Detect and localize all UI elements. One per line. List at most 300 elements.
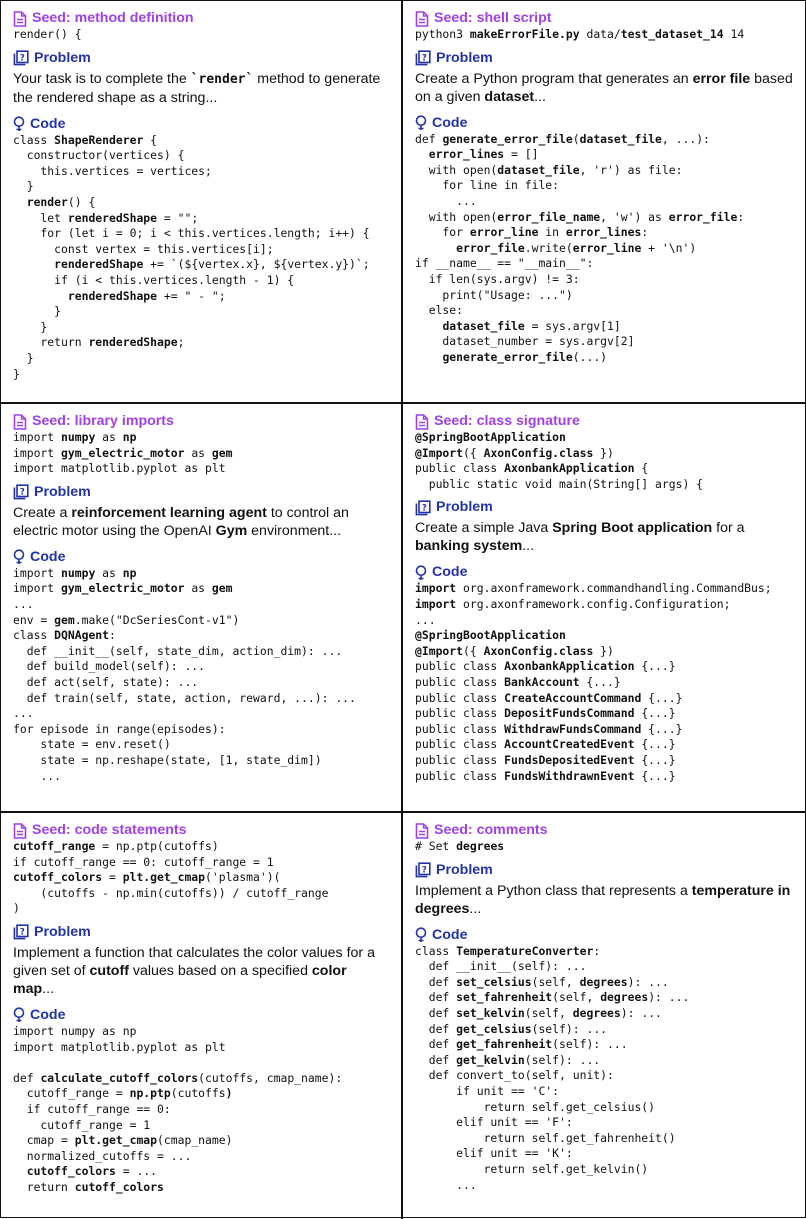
code-line — [13, 1024, 391, 1040]
text-run: Create a Python program that generates an — [415, 70, 693, 87]
code-line — [415, 1146, 795, 1162]
text-run — [415, 241, 456, 255]
bold-token: get_fahrenheit — [456, 1037, 553, 1052]
text-run: ... — [522, 538, 535, 555]
text-run: python3 — [415, 27, 470, 41]
bold-token: numpy — [61, 430, 96, 444]
code-line — [415, 288, 795, 304]
code-line — [13, 1055, 391, 1071]
code-line — [415, 225, 795, 241]
text-run — [13, 1164, 27, 1178]
bold-token: gem — [211, 445, 233, 460]
bold-token: degrees — [456, 839, 505, 853]
text-run: if unit == 'C': — [415, 1083, 560, 1098]
code-block — [13, 566, 391, 784]
text-run: constructor(vertices) { — [13, 148, 185, 163]
seed-code — [415, 27, 795, 43]
text-run: else: — [415, 303, 464, 318]
text-run: : — [737, 209, 745, 224]
text-run: { — [143, 132, 158, 147]
bold-token: gym_electric_motor — [61, 445, 185, 460]
text-run: in — [538, 225, 566, 240]
svg-text:?: ? — [421, 53, 427, 64]
problem-text — [13, 944, 391, 998]
text-run: dataset_number = sys.argv[2] — [415, 334, 635, 349]
text-run: as — [184, 581, 212, 596]
text-run: (self, — [531, 974, 580, 989]
text-run: : — [593, 943, 601, 958]
code-line — [13, 304, 391, 320]
problem-text — [415, 519, 795, 555]
bold-token: TemperatureConverter — [456, 943, 594, 958]
bold-token: color map — [13, 962, 347, 997]
text-run: env = — [13, 612, 55, 627]
text-run: ... — [415, 193, 477, 208]
panel-comments — [403, 813, 805, 1219]
bold-token: @Import — [415, 643, 464, 658]
bold-token: error_lines — [565, 225, 642, 240]
code-line — [13, 164, 391, 180]
code-line — [415, 430, 795, 446]
text-run: def — [415, 1037, 457, 1052]
code-line — [415, 319, 795, 335]
code-line — [415, 350, 795, 366]
code-line — [415, 959, 795, 975]
text-run: ): ... — [627, 974, 669, 989]
code-heading-label: Code — [432, 926, 468, 943]
seed-code — [415, 430, 795, 492]
code-line — [13, 769, 391, 785]
code-line — [415, 303, 795, 319]
text-run: import — [13, 445, 62, 460]
text-run: class — [13, 132, 55, 147]
code-line — [13, 597, 391, 613]
text-run: ... — [13, 706, 34, 721]
problem-heading — [13, 50, 391, 67]
text-run: , 'w') as — [600, 209, 669, 224]
code-line — [13, 461, 391, 477]
panel-method-definition — [1, 1, 403, 404]
code-line — [13, 737, 391, 753]
text-run: {...} — [634, 737, 676, 752]
text-run: def __init__(self, state_dim, action_dim): ... — [13, 643, 343, 658]
code-line — [13, 367, 391, 383]
text-run: def __init__(self): ... — [415, 959, 587, 974]
code-line — [13, 351, 391, 367]
problem-heading — [415, 862, 795, 879]
text-run: () { — [67, 194, 96, 209]
code-line — [13, 27, 391, 43]
bold-token: FundsDepositedEvent — [504, 752, 635, 767]
text-run: based on a given — [415, 70, 793, 105]
code-line — [415, 256, 795, 272]
bold-token: generate_error_file — [442, 349, 573, 364]
text-run: for (let i = 0; i < this.vertices.length; i++) { — [13, 226, 370, 241]
lightbulb-icon — [415, 927, 427, 943]
lightbulb-icon — [13, 1007, 25, 1023]
code-heading-label: Code — [30, 548, 66, 565]
text-run: import numpy as np — [13, 1023, 137, 1038]
seed-heading — [415, 10, 795, 27]
bold-token: gem — [54, 612, 75, 627]
code-line — [13, 870, 391, 886]
text-run: ) — [13, 901, 20, 916]
text-run: , 'r') as file: — [579, 162, 683, 177]
bold-token: AxonConfig.class — [483, 643, 594, 658]
text-run: (cutoffs - np.min(cutoffs)) / cutoff_range — [13, 885, 329, 900]
text-run: state = env.reset() — [13, 737, 171, 752]
seed-heading — [13, 822, 391, 839]
text-run: with open( — [415, 209, 498, 224]
code-line — [13, 1180, 391, 1196]
text-run: : — [109, 628, 116, 643]
bold-token: AccountCreatedEvent — [504, 737, 635, 752]
code-heading-label: Code — [30, 115, 66, 132]
bold-token: error file — [692, 70, 751, 87]
code-line — [13, 148, 391, 164]
code-line — [13, 691, 391, 707]
code-line — [415, 461, 795, 477]
bold-token: cutoff — [89, 962, 129, 979]
bold-token: reinforcement learning agent — [71, 504, 267, 521]
code-line — [13, 1102, 391, 1118]
text-run — [13, 289, 68, 303]
text-run: : — [641, 225, 649, 240]
code-line — [13, 1164, 391, 1180]
seed-label: Seed: shell script — [434, 10, 552, 26]
text-run: }) — [593, 643, 614, 658]
lightbulb-icon — [415, 565, 427, 581]
text-run: return self.get_fahrenheit() — [415, 1130, 676, 1145]
problem-book-icon — [13, 924, 29, 940]
bold-token: set_kelvin — [456, 1005, 525, 1020]
panel-code-statements — [1, 813, 403, 1219]
code-line — [13, 753, 391, 769]
text-run: (cutoffs, cmap_name): — [198, 1070, 343, 1085]
text-run — [415, 319, 442, 333]
bold-token: np — [122, 565, 137, 580]
text-run: 14 — [723, 27, 745, 41]
document-icon — [415, 823, 429, 839]
bold-token: renderedShape — [67, 288, 158, 303]
bold-token: degrees — [572, 1005, 621, 1020]
bold-token: error_lines — [428, 147, 505, 162]
bold-token: dataset_file — [497, 162, 580, 177]
code-line — [415, 975, 795, 991]
seed-heading — [415, 413, 795, 430]
document-icon — [13, 823, 27, 839]
document-icon — [13, 414, 27, 430]
text-run: public class — [415, 737, 505, 752]
text-run — [13, 195, 27, 209]
bold-token: makeErrorFile.py — [469, 27, 580, 41]
problem-book-icon — [13, 50, 29, 66]
code-line — [13, 659, 391, 675]
code-line — [415, 241, 795, 257]
code-heading-label: Code — [30, 1006, 66, 1023]
text-run: def — [13, 1070, 41, 1085]
text-run: if cutoff_range == 0: cutoff_range = 1 — [13, 854, 274, 869]
bold-token: error_file_name — [497, 209, 601, 224]
problem-heading — [415, 499, 795, 516]
text-run: Implement a Python class that represents a — [415, 882, 692, 899]
code-line — [415, 178, 795, 194]
code-line — [13, 1149, 391, 1165]
text-run: ({ — [463, 445, 484, 460]
text-run: for line in file: — [415, 178, 560, 193]
text-run: {...} — [641, 721, 683, 736]
code-line — [415, 194, 795, 210]
bold-token: banking system — [415, 538, 523, 555]
code-line — [415, 477, 795, 493]
text-run: import — [13, 430, 62, 444]
code-heading — [13, 116, 391, 133]
code-line — [13, 179, 391, 195]
text-run: return self.get_celsius() — [415, 1099, 656, 1114]
text-run: += " - "; — [157, 288, 226, 303]
code-line — [415, 597, 795, 613]
text-run: def — [415, 990, 457, 1005]
bold-token: numpy — [61, 565, 96, 580]
text-run: ; — [177, 335, 185, 350]
text-run: } — [13, 366, 20, 381]
bold-token: error_file — [668, 209, 738, 224]
code-line — [13, 430, 391, 446]
text-run: public class — [415, 690, 505, 705]
bold-token: np — [122, 430, 137, 444]
text-run: if __name__ == "__main__": — [415, 256, 594, 271]
problem-book-icon — [415, 50, 431, 66]
bold-token: cutoff_colors — [13, 870, 103, 885]
seed-label: Seed: method definition — [32, 10, 194, 26]
code-block — [415, 132, 795, 366]
text-run: let — [13, 210, 68, 225]
text-run: to control an electric motor using the OpenAI — [13, 504, 349, 539]
code-heading — [13, 1007, 391, 1024]
code-line — [415, 272, 795, 288]
text-run: return — [13, 335, 89, 350]
text-run: = ... — [115, 1164, 158, 1179]
code-line — [415, 613, 795, 629]
text-run: public class — [415, 461, 505, 476]
problem-heading-label: Problem — [34, 923, 91, 940]
text-run: const vertex = this.vertices[i]; — [13, 241, 274, 256]
svg-text:?: ? — [19, 487, 25, 498]
text-run: class — [13, 628, 55, 643]
text-run: ... — [534, 88, 546, 105]
code-line — [13, 211, 391, 227]
text-run: ({ — [463, 643, 484, 658]
code-line — [13, 675, 391, 691]
code-line — [13, 839, 391, 855]
text-run: as — [95, 565, 123, 580]
svg-text:?: ? — [19, 53, 25, 64]
bold-token: WithdrawFundsCommand — [504, 721, 642, 736]
inline-code: `render` — [190, 71, 254, 87]
bold-token: set_celsius — [456, 974, 532, 989]
text-run: def — [415, 1005, 457, 1020]
text-run: ... — [469, 900, 482, 917]
panel-library-imports — [1, 404, 403, 813]
code-line — [13, 1071, 391, 1087]
text-run — [415, 147, 429, 161]
code-line — [415, 1037, 795, 1053]
code-heading-label: Code — [432, 564, 468, 581]
code-line — [13, 566, 391, 582]
bold-token: set_fahrenheit — [456, 990, 553, 1005]
text-run: import — [13, 565, 62, 580]
text-run: if cutoff_range == 0: — [13, 1101, 171, 1116]
code-line — [415, 737, 795, 753]
bold-token: get_celsius — [456, 1021, 532, 1036]
code-line — [415, 147, 795, 163]
text-run: if len(sys.argv) != 3: — [415, 271, 580, 286]
text-run: cutoff_range = — [13, 1086, 130, 1101]
bold-token: dataset — [484, 88, 535, 105]
text-run: = np.ptp(cutoffs) — [95, 839, 219, 853]
bold-token: @SpringBootApplication — [415, 430, 566, 444]
text-run: as — [184, 445, 212, 460]
text-run: ('plasma')( — [205, 870, 281, 885]
code-line — [13, 722, 391, 738]
svg-text:?: ? — [421, 865, 427, 876]
text-run: (cmap_name) — [157, 1133, 233, 1148]
text-run: ... — [13, 596, 34, 611]
bold-token: calculate_cutoff_colors — [40, 1070, 199, 1085]
code-line — [13, 289, 391, 305]
code-line — [415, 675, 795, 691]
code-line — [415, 691, 795, 707]
bold-token: FundsWithdrawnEvent — [504, 768, 635, 783]
bold-token: get_kelvin — [456, 1052, 525, 1067]
bold-token: plt.get_cmap — [122, 870, 206, 885]
text-run: def — [415, 1052, 457, 1067]
seed-label: Seed: library imports — [32, 413, 174, 429]
bold-token: ) — [225, 1086, 233, 1101]
code-line — [415, 944, 795, 960]
text-run: public class — [415, 721, 505, 736]
problem-text — [415, 70, 795, 106]
bold-token: Gym — [215, 522, 248, 539]
bold-token: renderedShape — [88, 335, 178, 350]
text-run: public class — [415, 659, 505, 674]
text-run: environment... — [247, 522, 342, 539]
problem-heading-label: Problem — [436, 861, 493, 878]
svg-text:?: ? — [19, 927, 25, 938]
problem-heading — [415, 50, 795, 67]
bold-token: error_line — [469, 225, 539, 240]
text-run: += `(${vertex.x}, ${vertex.y})`; — [143, 257, 370, 272]
problem-heading-label: Problem — [436, 49, 493, 66]
text-run: {...} — [579, 674, 621, 689]
bold-token: error_line — [572, 240, 642, 255]
bold-token: import — [415, 581, 457, 596]
bold-token: dataset_file — [442, 318, 525, 333]
bold-token: CreateAccountCommand — [504, 690, 642, 705]
code-line — [415, 1162, 795, 1178]
bold-token: np.ptp — [129, 1086, 171, 1101]
problem-text — [415, 882, 795, 918]
lightbulb-icon — [13, 116, 25, 132]
text-run: elif unit == 'F': — [415, 1115, 573, 1130]
text-run: ): ... — [648, 990, 690, 1005]
text-run: (self): ... — [531, 1021, 608, 1036]
text-run: as — [95, 430, 123, 444]
code-line — [415, 659, 795, 675]
code-line — [13, 195, 391, 211]
text-run: print("Usage: ...") — [415, 287, 573, 302]
svg-text:?: ? — [421, 503, 427, 514]
bold-token: generate_error_file — [442, 131, 573, 146]
text-run: for a — [712, 520, 745, 537]
text-run: Create a simple Java — [415, 520, 553, 537]
text-run: Your task is to complete the — [13, 70, 191, 87]
code-heading — [13, 549, 391, 566]
bold-token: Spring Boot application — [552, 520, 713, 537]
code-block — [415, 944, 795, 1194]
code-heading — [415, 927, 795, 944]
bold-token: AxonbankApplication — [504, 659, 635, 674]
text-run: ( — [572, 131, 580, 146]
text-run: import matplotlib.pyplot as plt — [13, 461, 226, 476]
code-line — [415, 132, 795, 148]
text-run: {...} — [634, 706, 676, 721]
seed-heading — [415, 822, 795, 839]
text-run: ... — [42, 980, 54, 997]
code-line — [13, 901, 391, 917]
text-run: cutoff_range = 1 — [13, 1117, 151, 1132]
text-run: def build_model(self): ... — [13, 659, 206, 674]
bold-token: gym_electric_motor — [61, 581, 185, 596]
seed-code — [13, 839, 391, 917]
code-line — [415, 1115, 795, 1131]
code-line — [13, 320, 391, 336]
text-run: org.axonframework.config.Configuration; — [456, 596, 731, 611]
text-run: Create a — [13, 504, 72, 521]
code-block — [13, 1024, 391, 1196]
document-icon — [13, 11, 27, 27]
text-run — [415, 350, 442, 364]
text-run: .write( — [524, 240, 573, 255]
code-line — [415, 210, 795, 226]
problem-heading-label: Problem — [34, 49, 91, 66]
seed-code — [13, 27, 391, 43]
text-run: data/ — [579, 27, 621, 41]
problem-text — [13, 70, 391, 107]
code-line — [13, 335, 391, 351]
bold-token: degrees — [579, 974, 628, 989]
problem-heading — [13, 484, 391, 501]
code-heading — [415, 564, 795, 581]
text-run: ... — [415, 612, 436, 627]
text-run: (self, — [552, 990, 601, 1005]
problem-text — [13, 504, 391, 540]
text-run: for — [415, 225, 470, 240]
text-run — [13, 257, 54, 271]
code-line — [415, 1068, 795, 1084]
text-run: this.vertices = vertices; — [13, 163, 212, 178]
text-run: public class — [415, 768, 505, 783]
text-run: } — [13, 350, 34, 365]
bold-token: DepositFundsCommand — [504, 706, 635, 721]
seed-label: Seed: code statements — [32, 822, 187, 838]
code-line — [13, 706, 391, 722]
text-run: def train(self, state, action, reward, ...): ... — [13, 690, 356, 705]
panel-class-signature — [403, 404, 805, 813]
code-line — [415, 1178, 795, 1194]
code-line — [13, 1086, 391, 1102]
text-run: { — [634, 461, 649, 476]
